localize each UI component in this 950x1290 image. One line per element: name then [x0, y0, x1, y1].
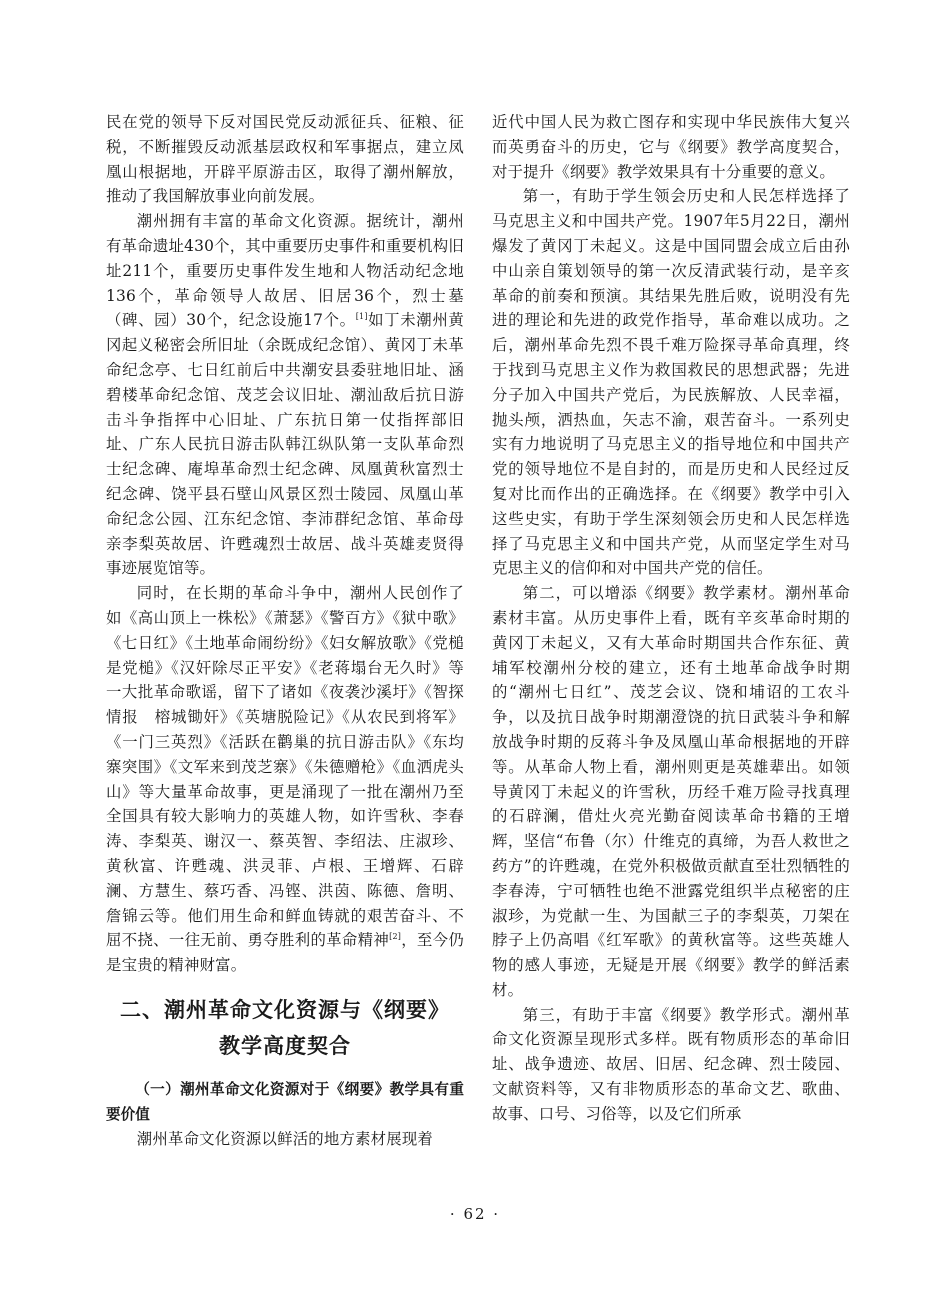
body-paragraph: 第三，有助于丰富《纲要》教学形式。潮州革命文化资源呈现形式多样。既有物质形态的革命旧址、战争遗迹、故居、旧居、纪念碑、烈士陵园、文献资料等，又有非物质形态的革命文艺、歌曲、故事、口号、习俗等，以及它们所承 — [492, 1005, 850, 1123]
subsection-heading: （一）潮州革命文化资源对于《纲要》教学具有重要价值 — [106, 1080, 464, 1123]
citation-marker[interactable]: [2] — [389, 932, 402, 942]
body-paragraph: 第一，有助于学生领会历史和人民怎样选择了马克思主义和中国共产党。1907年5月22日，潮州爆发了黄冈丁未起义。这是中国同盟会成立后由孙中山亲自策划领导的第一次反清武装行动，是辛亥革命的前奏和预演。其结果先胜后败，说明没有先进的理论和先进的政党作指导，革命难以成功。之后，潮州革命先烈不畏千难万险探寻革命真理，终于找到马克思主义作为救国救民的思想武器；先进分子加入中国共产党后，为民族解放、人民幸福，抛头颅，洒热血，矢志不渝，艰苦奋斗。一系列史实有力地说明了马克思主义的指导地位和中国共产党的领导地位不是自封的，而是历史和人民经过反复对比而作出的正确选择。在《纲要》教学中引入这些史实，有助于学生深刻领会历史和人民怎样选择了马克思主义和中国共产党，从而坚定学生对马克思主义的信仰和对中国共产党的信任。 — [492, 187, 850, 578]
paragraph-text: 如丁未潮州黄冈起义秘密会所旧址（余既成纪念馆）、黄冈丁未革命纪念亭、七日红前后中共潮安县委驻地旧址、涵碧楼革命纪念馆、茂芝会议旧址、潮汕敌后抗日游击斗争指挥中心旧址、广东抗日第一仗指挥部旧址、广东人民抗日游击队韩江纵队第一支队革命烈士纪念碑、庵埠革命烈士纪念碑、凤凰黄秋富烈士纪念碑、饶平县石壁山风景区烈士陵园、凤凰山革命纪念公园、江东纪念馆、李沛群纪念馆、革命母亲李梨英故居、许甦魂烈士故居、战斗英雄麦贤得事迹展览馆等。 — [106, 311, 465, 578]
section-heading-line-2: 教学高度契合 — [219, 1033, 351, 1058]
body-paragraph: 民在党的领导下反对国民党反动派征兵、征粮、征税，不断摧毁反动派基层政权和军事据点，建立凤凰山根据地，开辟平原游击区，取得了潮州解放，推动了我国解放事业向前发展。 — [106, 113, 464, 206]
body-paragraph: 第二，可以增添《纲要》教学素材。潮州革命素材丰富。从历史事件上看，既有辛亥革命时期的黄冈丁未起义，又有大革命时期国共合作东征、黄埔军校潮州分校的建立，还有土地革命战争时期的“潮州七日红”、茂芝会议、饶和埔诏的工农斗争，以及抗日战争时期潮澄饶的抗日武装斗争和解放战争时期的反蒋斗争及凤凰山革命根据地的开辟等。从革命人物上看，潮州则更是英雄辈出。如领导黄冈丁未起义的许雪秋，历经千难万险寻找真理的石辟澜，借灶火亮光勤奋阅读革命书籍的王增辉，坚信“布鲁（尔）什维克的真缔，为吾人救世之药方”的许甦魂，在党外积极做贡献直至壮烈牺牲的李春涛，宁可牺牲也绝不泄露党组织半点秘密的庄淑珍，为党献一生、为国献三子的李梨英，刀架在脖子上仍高唱《红军歌》的黄秋富等。这些英雄人物的感人事迹，无疑是开展《纲要》教学的鲜活素材。 — [492, 584, 850, 999]
page-number: · 62 · — [449, 1205, 501, 1223]
paragraph-text: 同时，在长期的革命斗争中，潮州人民创作了如《高山顶上一株松》《萧瑟》《警百方》《狱中歌》《七日红》《土地革命闹纷纷》《妇女解放歌》《党槌是党槌》《汉奸除尽正平安》《老蒋塌台无久时》等一大批革命歌谣，留下了诸如《夜袭沙溪圩》《智探情报 榕城锄奸》《英塘脱险记》《从农民到将军》《一门三英烈》《活跃在鹳巢的抗日游击队》《东均寨突围》《文军来到茂芝寨》《朱德赠枪》《血洒虎头山》等大量革命故事，更是涌现了一批在潮州乃至全国具有较大影响力的英雄人物，如许雪秋、李春涛、李梨英、谢汉一、蔡英智、李绍法、庄淑珍、黄秋富、许甦魂、洪灵菲、卢根、王增辉、石辟澜、方慧生、蔡巧香、冯铿、洪茵、陈德、詹明、詹锦云等。他们用生命和鲜血铸就的艰苦奋斗、不屈不挠、一往无前、勇夺胜利的革命精神 — [106, 584, 464, 950]
body-paragraph — [106, 581, 464, 978]
section-heading — [106, 992, 464, 1064]
body-paragraph: 近代中国人民为救亡图存和实现中华民族伟大复兴而英勇奋斗的历史，它与《纲要》教学高度契合，对于提升《纲要》教学效果具有十分重要的意义。 — [492, 113, 850, 181]
body-paragraph — [106, 209, 464, 581]
section-heading-line-1: 二、潮州革命文化资源与《纲要》 — [120, 997, 450, 1022]
paragraph-text: 潮州拥有丰富的革命文化资源。据统计，潮州有革命遗址430个，其中重要历史事件和重要机构旧址211个，重要历史事件发生地和人物活动纪念地136个，革命领导人故居、旧居36个，烈士墓（碑、园）30个，纪念设施17个。 — [106, 212, 464, 330]
paragraph-text: ，至今仍是宝贵的精神财富。 — [106, 931, 464, 975]
right-column — [492, 110, 850, 1127]
left-column — [106, 110, 464, 1152]
citation-marker[interactable]: [1] — [355, 312, 368, 322]
body-paragraph: 潮州革命文化资源以鲜活的地方素材展现着 — [136, 1130, 434, 1149]
